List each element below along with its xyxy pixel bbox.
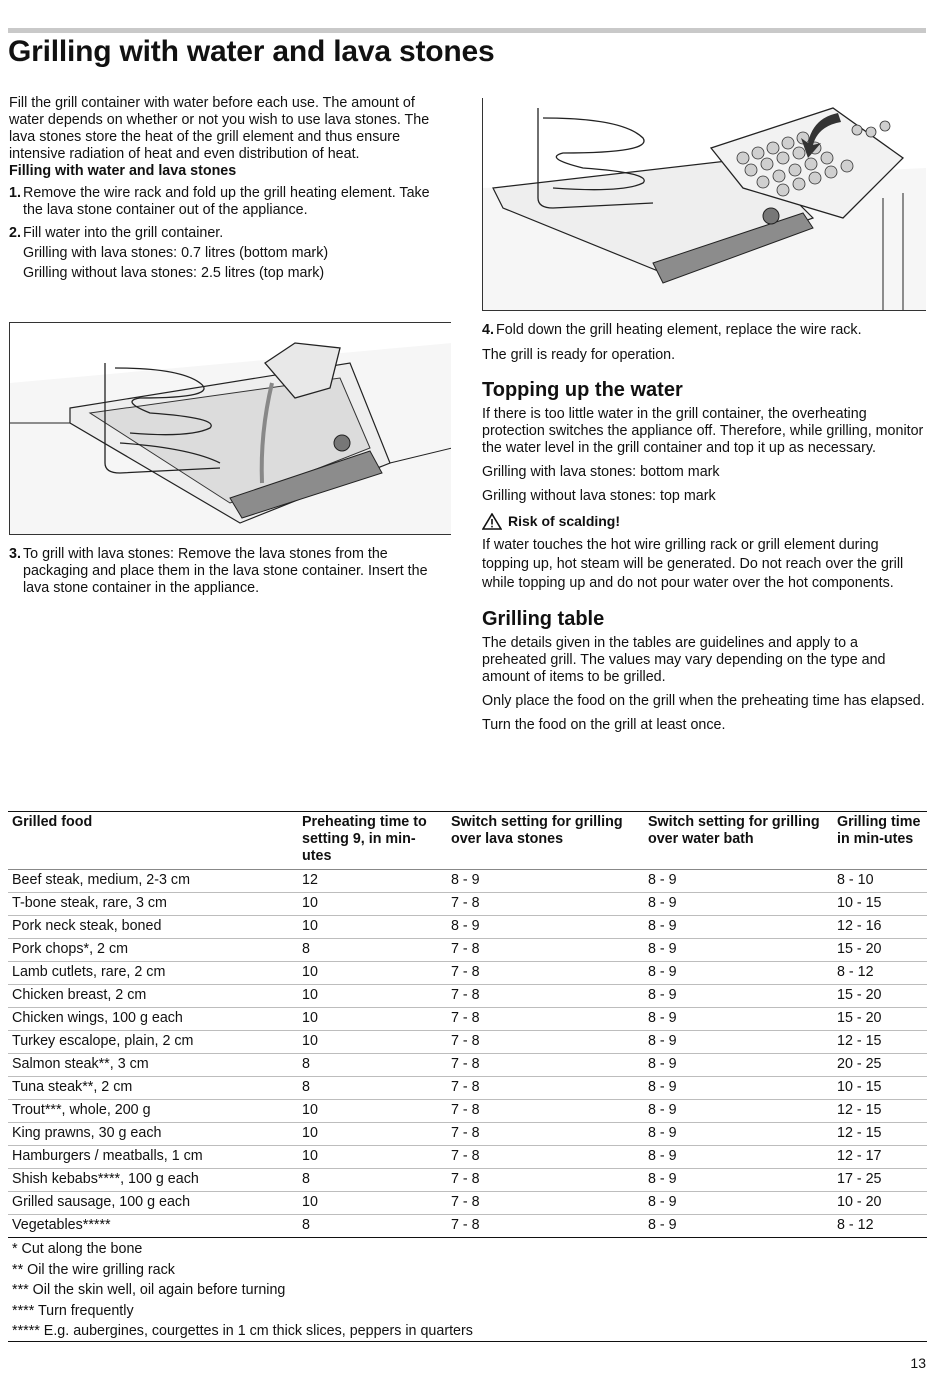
topping-no-lava: Grilling without lava stones: top mark xyxy=(482,488,716,504)
table-cell: 7 - 8 xyxy=(447,1008,644,1031)
water-amount-no-lava: Grilling without lava stones: 2.5 litres (top mark) xyxy=(23,265,325,281)
table-cell: Vegetables***** xyxy=(8,1215,298,1238)
table-cell: 10 xyxy=(298,1008,447,1031)
step-text: To grill with lava stones: Remove the lava stones from the packaging and place them in the lava stone container. Insert the lava stone container in the appliance. xyxy=(23,546,428,596)
table-cell: 7 - 8 xyxy=(447,1192,644,1215)
figure-lava-stones xyxy=(482,98,926,311)
table-cell: 8 - 9 xyxy=(447,870,644,893)
table-row xyxy=(8,916,927,939)
table-cell: T-bone steak, rare, 3 cm xyxy=(8,893,298,916)
table-cell: 8 - 9 xyxy=(644,1054,833,1077)
step-number: 2. xyxy=(9,225,21,241)
step-3-block xyxy=(9,546,451,597)
table-cell: 8 - 9 xyxy=(644,1077,833,1100)
table-cell: 8 - 9 xyxy=(644,1215,833,1238)
table-cell: 10 xyxy=(298,916,447,939)
table-cell: 8 - 9 xyxy=(644,1192,833,1215)
step-1 xyxy=(9,185,451,219)
table-body xyxy=(8,870,927,1238)
table-cell: 8 - 12 xyxy=(833,1215,927,1238)
table-cell: 8 - 9 xyxy=(644,1169,833,1192)
pouring-water-illustration xyxy=(10,323,451,535)
table-cell: 7 - 8 xyxy=(447,1077,644,1100)
table-row xyxy=(8,1146,927,1169)
table-cell: 7 - 8 xyxy=(447,1123,644,1146)
table-cell: 8 xyxy=(298,1054,447,1077)
figure-pouring-water xyxy=(9,322,451,535)
step-2 xyxy=(9,225,451,242)
bottom-rule xyxy=(8,1341,927,1342)
table-row xyxy=(8,1077,927,1100)
table-row xyxy=(8,939,927,962)
table-cell: Turkey escalope, plain, 2 cm xyxy=(8,1031,298,1054)
table-cell: Chicken breast, 2 cm xyxy=(8,985,298,1008)
table-cell: 20 - 25 xyxy=(833,1054,927,1077)
table-cell: 10 - 15 xyxy=(833,893,927,916)
lava-stones-illustration xyxy=(483,98,926,311)
table-cell: 7 - 8 xyxy=(447,1100,644,1123)
table-cell: 8 - 9 xyxy=(644,916,833,939)
table-row xyxy=(8,1192,927,1215)
top-rule xyxy=(8,28,926,33)
table-row xyxy=(8,1031,927,1054)
warning-text: If water touches the hot wire grilling rack or grill element during topping up, hot steam will be generated. Do not reach over the grill while topping up and do not pour water over the hot components. xyxy=(482,537,904,591)
table-row xyxy=(8,1215,927,1238)
table-cell: 10 xyxy=(298,1192,447,1215)
right-column xyxy=(482,322,926,734)
table-cell: 12 - 16 xyxy=(833,916,927,939)
table-cell: 8 - 10 xyxy=(833,870,927,893)
table-cell: Shish kebabs****, 100 g each xyxy=(8,1169,298,1192)
table-cell: 10 xyxy=(298,1146,447,1169)
header-preheating: Preheating time to setting 9, in min-utes xyxy=(298,812,447,870)
footnote: *** Oil the skin well, oil again before turning xyxy=(12,1282,286,1299)
table-cell: 8 - 9 xyxy=(644,985,833,1008)
table-cell: Salmon steak**, 3 cm xyxy=(8,1054,298,1077)
filling-heading: Filling with water and lava stones xyxy=(9,163,237,179)
table-cell: 15 - 20 xyxy=(833,1008,927,1031)
table-cell: Lamb cutlets, rare, 2 cm xyxy=(8,962,298,985)
footnotes xyxy=(12,1239,473,1342)
warning-triangle-icon xyxy=(482,513,502,530)
table-cell: 8 xyxy=(298,1169,447,1192)
table-cell: 10 - 15 xyxy=(833,1077,927,1100)
grilling-table-p2: Only place the food on the grill when the preheating time has elapsed. xyxy=(482,693,925,709)
table-cell: 7 - 8 xyxy=(447,962,644,985)
step-number: 1. xyxy=(9,185,21,201)
table-cell: Grilled sausage, 100 g each xyxy=(8,1192,298,1215)
table-cell: 12 - 15 xyxy=(833,1123,927,1146)
table-cell: 8 xyxy=(298,1215,447,1238)
page-title: Grilling with water and lava stones xyxy=(8,35,495,68)
warning-title: Risk of scalding! xyxy=(508,513,621,529)
table-cell: 7 - 8 xyxy=(447,1031,644,1054)
step-text: Remove the wire rack and fold up the grill heating element. Take the lava stone container out of the appliance. xyxy=(23,185,430,218)
table-cell: Beef steak, medium, 2-3 cm xyxy=(8,870,298,893)
step-number: 3. xyxy=(9,546,21,562)
table-cell: 12 - 15 xyxy=(833,1031,927,1054)
table-cell: 15 - 20 xyxy=(833,985,927,1008)
grilling-table-p1: The details given in the tables are guidelines and apply to a preheated grill. The values may vary depending on the type and amount of items to be grilled. xyxy=(482,635,886,685)
footnote: * Cut along the bone xyxy=(12,1241,143,1257)
table-cell: 8 - 9 xyxy=(644,1031,833,1054)
table-cell: 8 - 9 xyxy=(644,1100,833,1123)
table-row xyxy=(8,1100,927,1123)
topping-paragraph: If there is too little water in the grill container, the overheating protection switches the appliance off. Therefore, while grilling, monitor the water level in the grill container and top it up as necessary. xyxy=(482,406,924,456)
table-cell: Pork neck steak, boned xyxy=(8,916,298,939)
table-row xyxy=(8,1123,927,1146)
table-row xyxy=(8,870,927,893)
table-cell: King prawns, 30 g each xyxy=(8,1123,298,1146)
table-cell: Trout***, whole, 200 g xyxy=(8,1100,298,1123)
topping-lava: Grilling with lava stones: bottom mark xyxy=(482,464,720,480)
table-cell: 8 - 9 xyxy=(644,1123,833,1146)
table-cell: Chicken wings, 100 g each xyxy=(8,1008,298,1031)
table-cell: 12 xyxy=(298,870,447,893)
step-3 xyxy=(9,546,451,597)
page-number: 13 xyxy=(910,1355,926,1371)
header-grilling-time: Grilling time in min-utes xyxy=(833,812,927,870)
table-cell: 7 - 8 xyxy=(447,1215,644,1238)
grilling-table xyxy=(8,811,927,1238)
table-cell: 10 xyxy=(298,962,447,985)
table-cell: Hamburgers / meatballs, 1 cm xyxy=(8,1146,298,1169)
table-row xyxy=(8,962,927,985)
table-cell: 10 xyxy=(298,1100,447,1123)
grilling-table-p3: Turn the food on the grill at least once. xyxy=(482,717,726,733)
step-number: 4. xyxy=(482,322,494,338)
table-cell: 8 - 9 xyxy=(644,939,833,962)
left-column xyxy=(9,95,451,283)
table-cell: 7 - 8 xyxy=(447,939,644,962)
topping-heading: Topping up the water xyxy=(482,379,683,401)
table-cell: 8 - 9 xyxy=(644,962,833,985)
footnote: **** Turn frequently xyxy=(12,1302,134,1319)
warning-block xyxy=(482,513,926,530)
table-cell: 10 xyxy=(298,1031,447,1054)
grilling-table-heading: Grilling table xyxy=(482,608,605,630)
table-row xyxy=(8,1008,927,1031)
table-cell: 10 xyxy=(298,893,447,916)
header-lava-setting: Switch setting for grilling over lava stones xyxy=(447,812,644,870)
table-cell: 10 - 20 xyxy=(833,1192,927,1215)
table-row xyxy=(8,985,927,1008)
table-cell: 7 - 8 xyxy=(447,985,644,1008)
water-amount-lava: Grilling with lava stones: 0.7 litres (bottom mark) xyxy=(23,245,329,261)
table-cell: 8 - 9 xyxy=(644,893,833,916)
table-cell: 8 - 9 xyxy=(644,870,833,893)
table-cell: Pork chops*, 2 cm xyxy=(8,939,298,962)
table-cell: 10 xyxy=(298,985,447,1008)
table-cell: 10 xyxy=(298,1123,447,1146)
table-cell: 12 - 15 xyxy=(833,1100,927,1123)
footnote: ** Oil the wire grilling rack xyxy=(12,1261,175,1278)
table-cell: Tuna steak**, 2 cm xyxy=(8,1077,298,1100)
ready-text: The grill is ready for operation. xyxy=(482,347,676,363)
table-cell: 17 - 25 xyxy=(833,1169,927,1192)
header-water-setting: Switch setting for grilling over water bath xyxy=(644,812,833,870)
table-row xyxy=(8,1054,927,1077)
step-text: Fold down the grill heating element, replace the wire rack. xyxy=(496,322,862,338)
header-grilled-food: Grilled food xyxy=(8,812,298,870)
table-cell: 8 xyxy=(298,939,447,962)
table-cell: 7 - 8 xyxy=(447,1169,644,1192)
intro-paragraph: Fill the grill container with water before each use. The amount of water depends on whether or not you wish to use lava stones. The lava stones store the heat of the grill element and thus ensure intensive radiation of heat and even distribution of heat. xyxy=(9,95,430,162)
footnote: ***** E.g. aubergines, courgettes in 1 cm thick slices, peppers in quarters xyxy=(12,1323,473,1340)
step-text: Fill water into the grill container. xyxy=(23,225,224,241)
table-row xyxy=(8,1169,927,1192)
table-cell: 8 - 12 xyxy=(833,962,927,985)
table-cell: 15 - 20 xyxy=(833,939,927,962)
table-cell: 7 - 8 xyxy=(447,1054,644,1077)
table-cell: 8 xyxy=(298,1077,447,1100)
table-cell: 7 - 8 xyxy=(447,1146,644,1169)
table-cell: 8 - 9 xyxy=(644,1008,833,1031)
table-cell: 12 - 17 xyxy=(833,1146,927,1169)
table-cell: 7 - 8 xyxy=(447,893,644,916)
table-cell: 8 - 9 xyxy=(447,916,644,939)
table-cell: 8 - 9 xyxy=(644,1146,833,1169)
table-header-row xyxy=(8,812,927,870)
step-4 xyxy=(482,322,926,339)
table-row xyxy=(8,893,927,916)
